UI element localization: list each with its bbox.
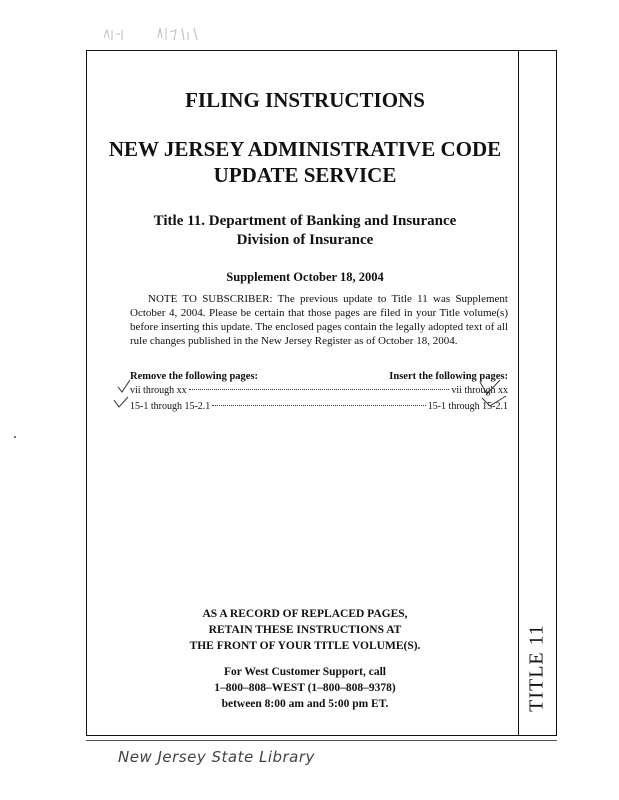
support-line1: For West Customer Support, call <box>224 666 386 678</box>
record-line1: AS A RECORD OF REPLACED PAGES, <box>202 608 408 620</box>
frame-bottom-rule <box>86 740 557 741</box>
supplement-date: Supplement October 18, 2004 <box>226 270 384 284</box>
table-row <box>130 401 508 412</box>
insert-pages: 15-1 through 15-2.1 <box>427 401 508 412</box>
document-title: FILING INSTRUCTIONS <box>185 88 425 112</box>
library-stamp: New Jersey State Library <box>118 748 315 766</box>
table-row <box>130 385 508 396</box>
checkmark-icon <box>116 378 132 394</box>
insert-heading: Insert the following pages: <box>389 371 508 382</box>
remove-pages: 15-1 through 15-2.1 <box>130 401 211 412</box>
dot-leader <box>189 389 450 390</box>
handwritten-scrawl <box>100 16 230 48</box>
support-line3: between 8:00 am and 5:00 pm ET. <box>221 698 389 710</box>
page-columns-header <box>130 371 508 382</box>
side-tab-label: TITLE 11 <box>525 624 548 712</box>
subscriber-note <box>130 292 508 348</box>
record-line3: THE FRONT OF YOUR TITLE VOLUME(S). <box>189 640 421 652</box>
code-title-line1: NEW JERSEY ADMINISTRATIVE CODE <box>108 137 502 161</box>
department-line2: Division of Insurance <box>236 232 374 248</box>
department-line1: Title 11. Department of Banking and Insurance <box>153 213 457 229</box>
remove-heading: Remove the following pages: <box>130 371 259 382</box>
checkmark-icon <box>480 394 508 410</box>
support-line2: 1–800–808–WEST (1–800–808–9378) <box>214 682 396 694</box>
dot-leader <box>212 405 425 406</box>
subscriber-note-text: NOTE TO SUBSCRIBER: The previous update to Title 11 was Supplement October 4, 2004. Please be certain that those pages are filed in your Title volume(s) before inserting this update. The enclosed pages contain the legally adopted text of all rule changes published in the New Jersey Register as of October 18, 2004. <box>130 293 508 347</box>
remove-pages: vii through xx <box>130 385 187 396</box>
record-line2: RETAIN THESE INSTRUCTIONS AT <box>208 624 402 636</box>
stray-mark <box>14 436 16 438</box>
checkmark-icon <box>112 394 130 410</box>
code-title-line2: UPDATE SERVICE <box>213 163 397 187</box>
insert-pages: vii through xx <box>451 385 508 396</box>
